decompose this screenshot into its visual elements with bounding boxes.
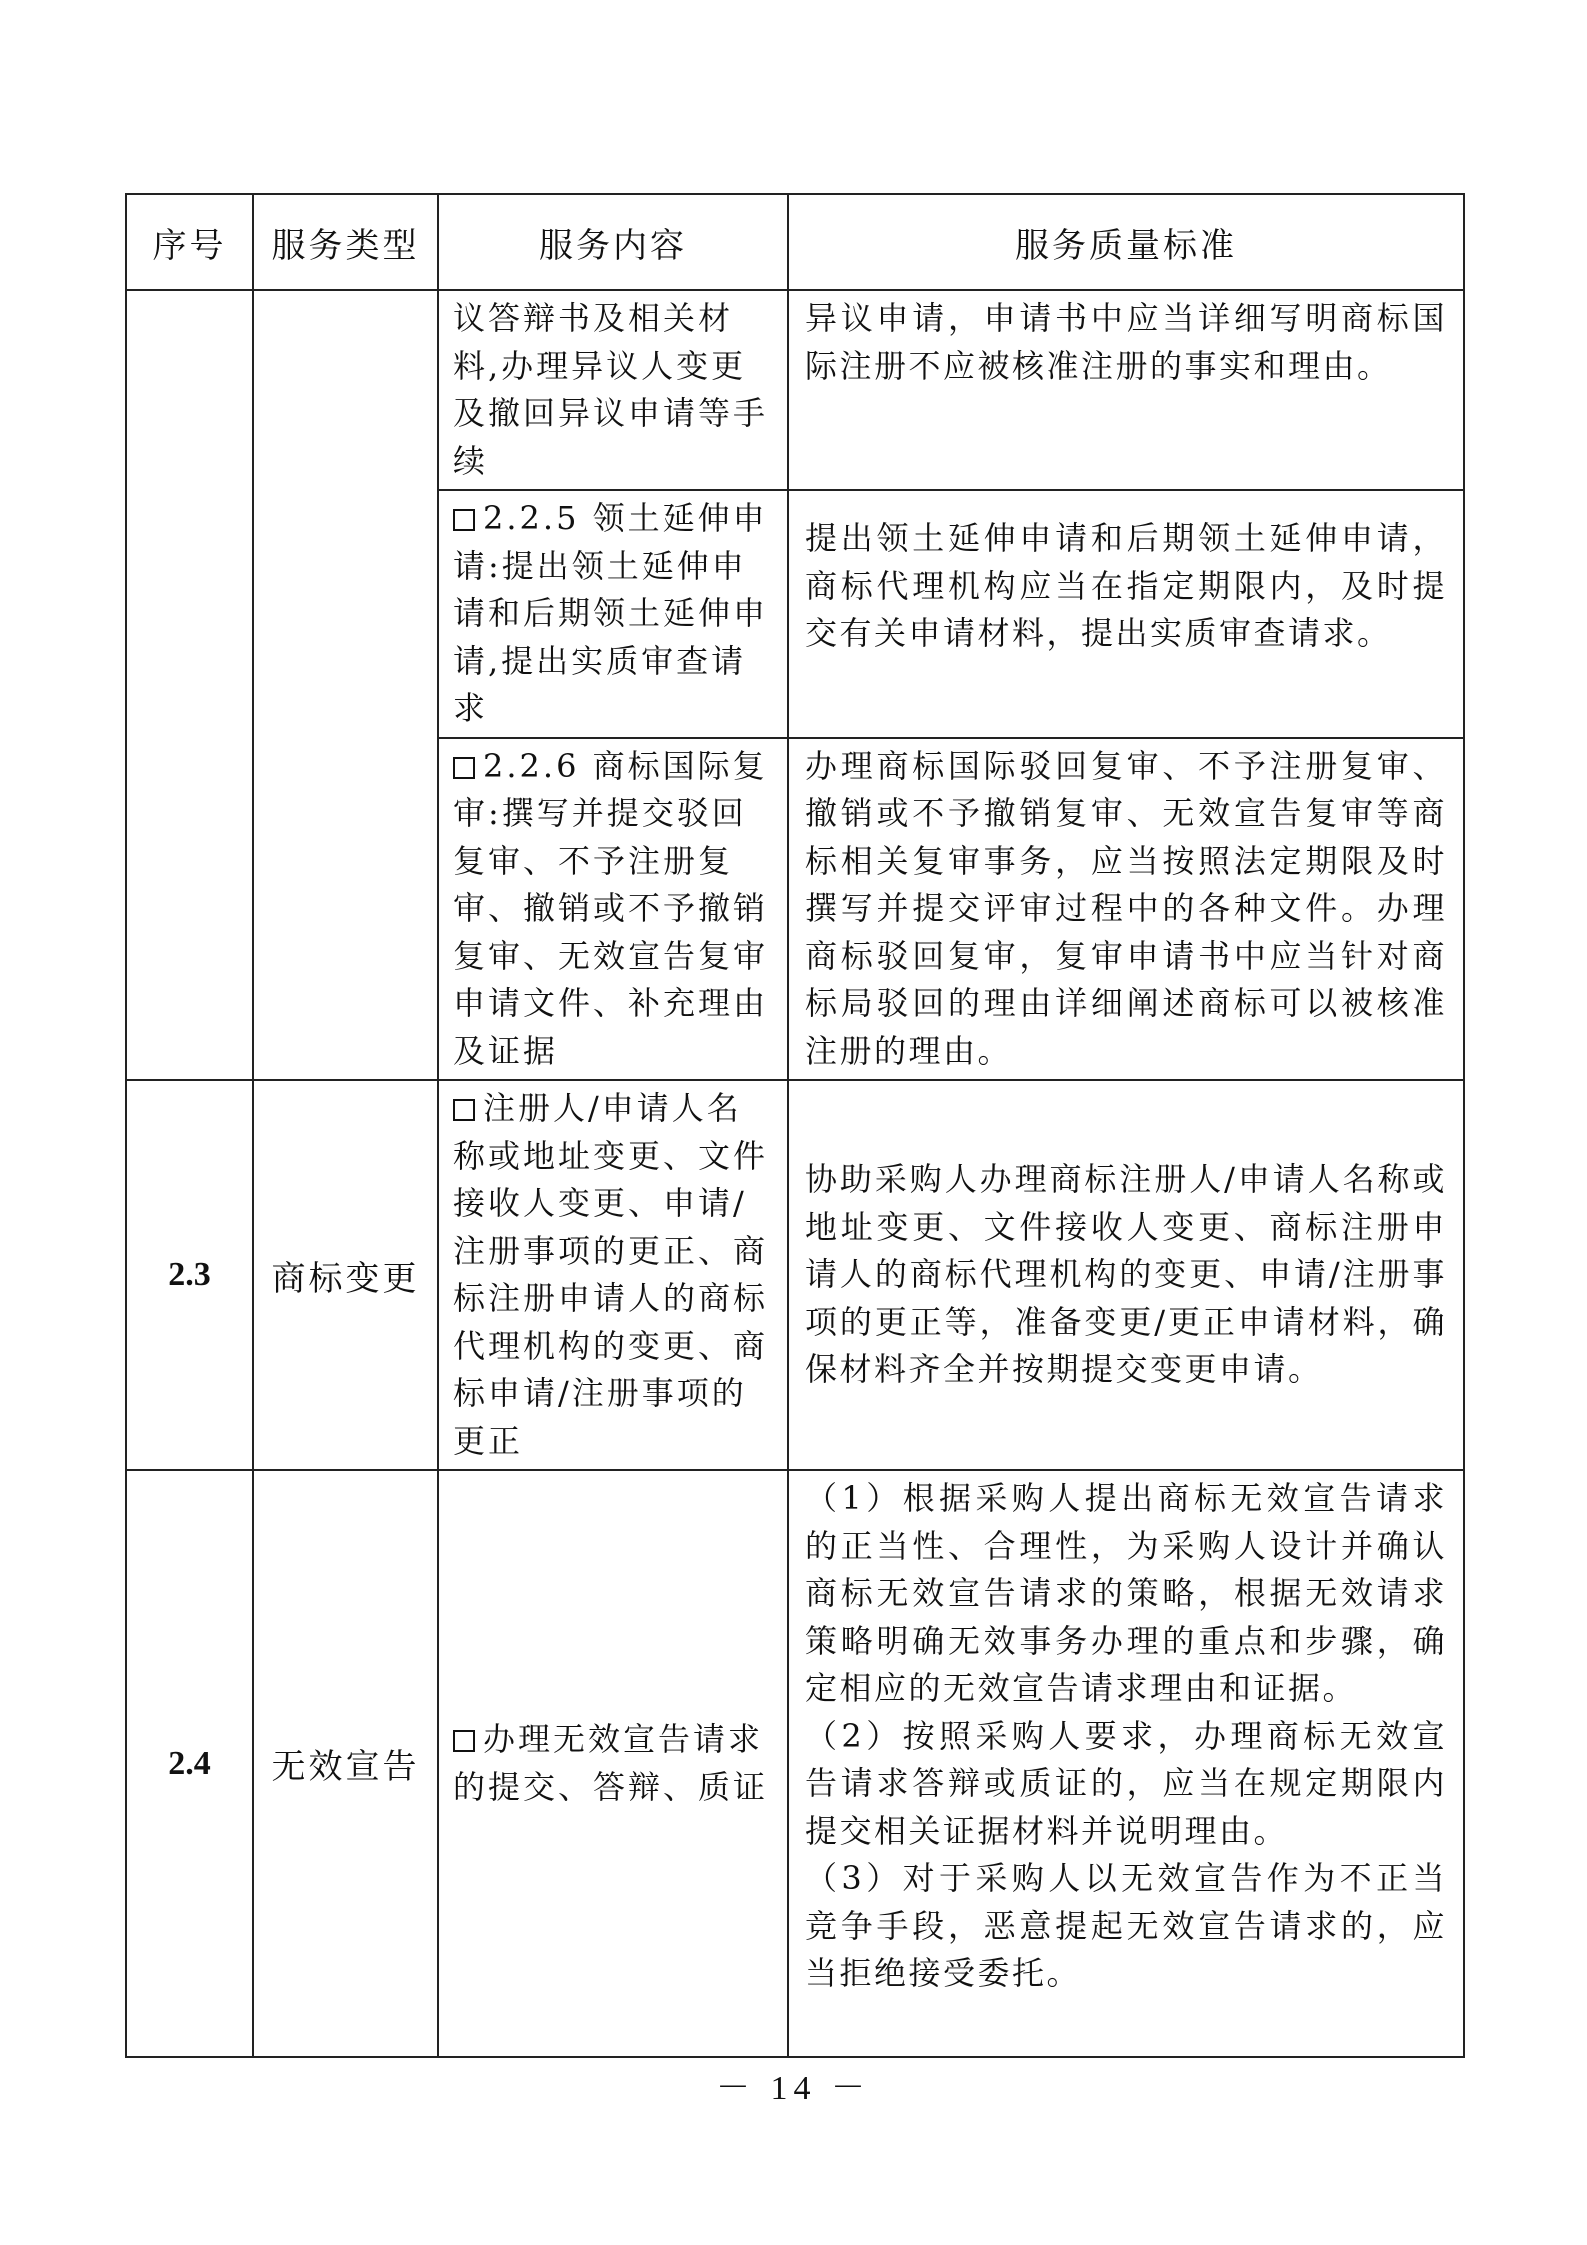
checkbox-icon bbox=[453, 1099, 475, 1121]
service-content: 2.2.6 商标国际复审:撰写并提交驳回复审、不予注册复审、撤销或不予撤销复审、无效宣告复审申请文件、补充理由及证据 bbox=[453, 746, 769, 1070]
row-number: 2.4 bbox=[126, 1470, 253, 2057]
header-cell-type: 服务类型 bbox=[253, 194, 438, 290]
service-standard: 协助采购人办理商标注册人/申请人名称或地址变更、文件接收人变更、商标注册申请人的商标代理机构的变更、申请/注册事项的更正等，准备变更/更正申请材料，确保材料齐全并按期提交变更申请。 bbox=[805, 1160, 1447, 1389]
service-content: 议答辩书及相关材料,办理异议人变更及撤回异议申请等手续 bbox=[453, 299, 769, 480]
service-content: 2.2.5 领土延伸申请:提出领土延伸申请和后期领土延伸申请,提出实质审查请求 bbox=[453, 499, 769, 727]
checkbox-icon bbox=[453, 1730, 475, 1752]
type-cell-empty bbox=[253, 290, 438, 1080]
service-type: 商标变更 bbox=[253, 1080, 438, 1470]
number-cell-empty bbox=[126, 290, 253, 1080]
table-row bbox=[126, 1470, 1464, 2057]
service-content: 办理无效宣告请求的提交、答辩、质证 bbox=[453, 1720, 769, 1806]
service-standard: 异议申请，申请书中应当详细写明商标国际注册不应被核准注册的事实和理由。 bbox=[805, 299, 1447, 385]
header-cell-content: 服务内容 bbox=[438, 194, 788, 290]
service-standard: 提出领土延伸申请和后期领土延伸申请，商标代理机构应当在指定期限内，及时提交有关申请材料，提出实质审查请求。 bbox=[805, 519, 1447, 652]
table-header-row bbox=[126, 194, 1464, 290]
page-number: － 14 － bbox=[716, 2070, 871, 2107]
header-cell-number: 序号 bbox=[126, 194, 253, 290]
table-row bbox=[126, 290, 1464, 490]
service-standard-item: （1）根据采购人提出商标无效宣告请求的正当性、合理性，为采购人设计并确认商标无效宣告请求的策略，根据无效请求策略明确无效事务办理的重点和步骤，确定相应的无效宣告请求理由和证据。 bbox=[805, 1479, 1447, 1707]
service-standard-table bbox=[125, 193, 1465, 2058]
service-standard-item: （3）对于采购人以无效宣告作为不正当竞争手段，恶意提起无效宣告请求的，应当拒绝接受委托。 bbox=[805, 1859, 1447, 1992]
service-content: 注册人/申请人名称或地址变更、文件接收人变更、申请/注册事项的更正、商标注册申请人的商标代理机构的变更、商标申请/注册事项的更正 bbox=[453, 1089, 769, 1460]
service-standard: 办理商标国际驳回复审、不予注册复审、撤销或不予撤销复审、无效宣告复审等商标相关复审事务，应当按照法定期限及时撰写并提交评审过程中的各种文件。办理商标驳回复审，复审申请书中应当针对商标局驳回的理由详细阐述商标可以被核准注册的理由。 bbox=[805, 746, 1447, 1070]
service-standard-item: （2）按照采购人要求，办理商标无效宣告请求答辩或质证的，应当在规定期限内提交相关证据材料并说明理由。 bbox=[805, 1716, 1447, 1850]
header-cell-standard: 服务质量标准 bbox=[788, 194, 1464, 290]
checkbox-icon bbox=[453, 757, 475, 779]
service-type: 无效宣告 bbox=[253, 1470, 438, 2057]
table-row bbox=[126, 1080, 1464, 1470]
checkbox-icon bbox=[453, 509, 475, 531]
row-number: 2.3 bbox=[126, 1080, 253, 1470]
